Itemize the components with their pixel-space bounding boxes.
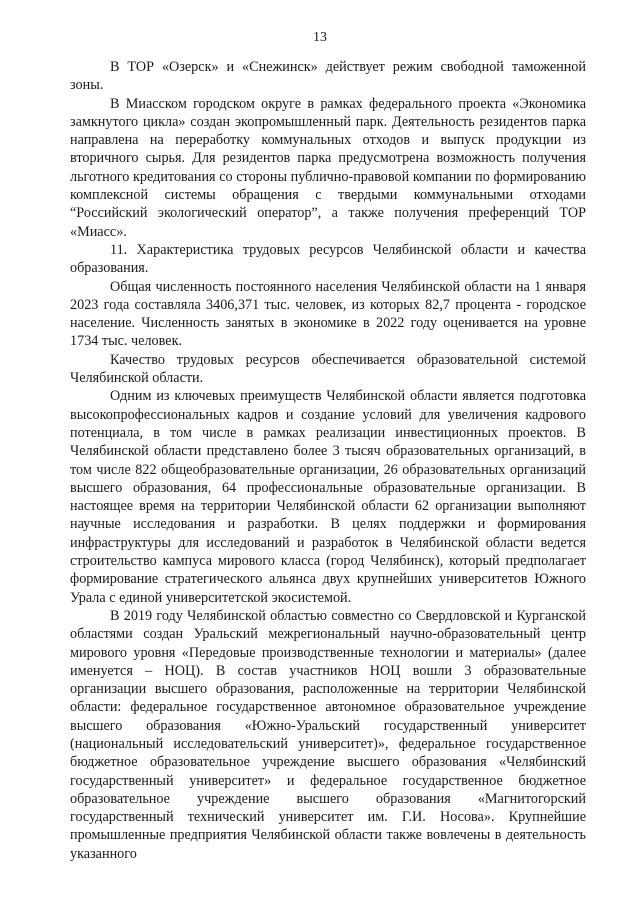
page-number: 13 (313, 30, 327, 45)
paragraph-labor-quality: Качество трудовых ресурсов обеспечивается образовательной системой Челябинской области. (70, 351, 586, 387)
document-body (70, 58, 586, 863)
paragraph-population: Общая численность постоянного населения Челябинской области на 1 января 2023 года составляла 3406,371 тыс. человек, из которых 82,7 процента - городское население. Численность занятых в экономике в 2022 году оценивается на уровне 1734 тыс. человек. (70, 278, 586, 350)
paragraph-scientific-center: В 2019 году Челябинской областью совместно со Свердловской и Курганской областями создан Уральский межрегиональный научно-образовательный центр мирового уровня «Передовые производственные технологии и материалы» (далее именуется – НОЦ). В состав участников НОЦ вошли 3 образовательные организации высшего образования, расположенные на территории Челябинской области: федеральное государственное автономное образовательное учреждение высшего образования «Южно-Уральский государственный университет (национальный исследовательский университет)», федеральное государственное бюджетное образовательное учреждение высшего образования «Челябинский государственный университет» и федеральное государственное бюджетное образовательное учреждение высшего образования «Магнитогорский государственный технический университет им. Г.И. Носова». Крупнейшие промышленные предприятия Челябинской области также вовлечены в деятельность указанного (70, 607, 586, 862)
paragraph-eco-industrial-park: В Миасском городском округе в рамках федерального проекта «Экономика замкнутого цикла» создан экопромышленный парк. Деятельность резидентов парка направлена на переработку коммунальных отходов и выпуск продукции из вторичного сырья. Для резидентов парка предусмотрена возможность получения льготного кредитования со стороны публично-правовой компании по формированию комплексной системы обращения с твердыми коммунальными отходами “Российский экологический оператор”, а также получения преференций ТОР «Миасс». (70, 95, 586, 240)
paragraph-free-customs-zone: В ТОР «Озерск» и «Снежинск» действует режим свободной таможенной зоны. (70, 59, 586, 94)
paragraph-education-advantages: Одним из ключевых преимуществ Челябинской области является подготовка высокопрофессиональных кадров и создание условий для увеличения кадрового потенциала, в том числе в рамках реализации инвестиционных проектов. В Челябинской области представлено более 3 тысяч образовательных организаций, в том числе 822 общеобразовательные организации, 26 образовательных организаций высшего образования, 64 профессиональные образовательные организации. В настоящее время на территории Челябинской области 62 организации выполняют научные исследования и разработки. В целях поддержки и формирования инфраструктуры для исследований и разработок в Челябинской области ведется строительство кампуса мирового класса (город Челябинск), который предполагает формирование стратегического альянса двух крупнейших университетов Южного Урала с единой университетской экосистемой. (70, 388, 586, 606)
section-heading-labor-resources: 11. Характеристика трудовых ресурсов Челябинской области и качества образования. (70, 241, 586, 277)
